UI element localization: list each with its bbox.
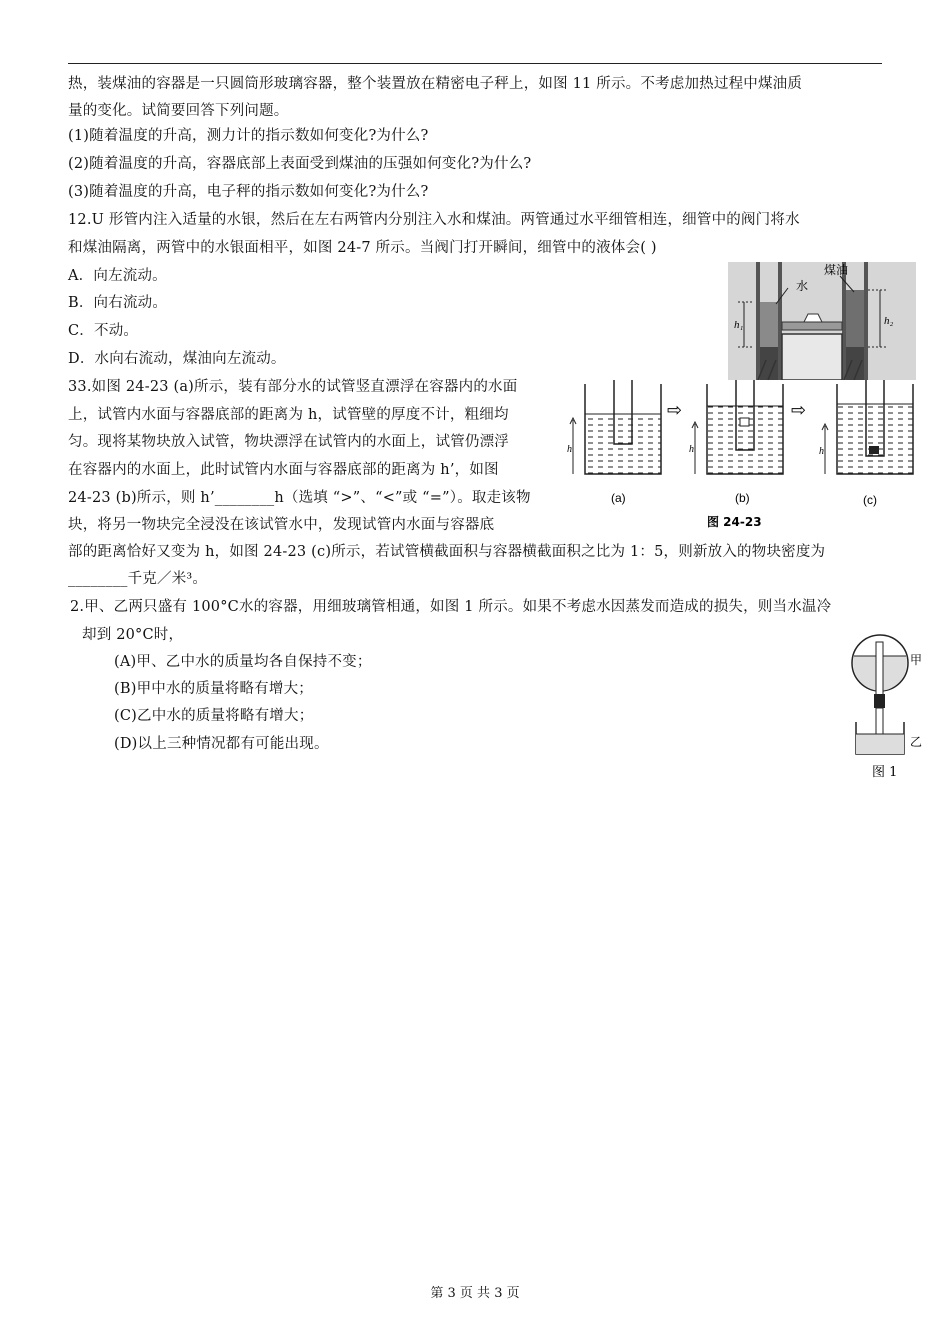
text-line: 和煤油隔离，两管中的水银面相平，如图 24-7 所示。当阀门打开瞬间，细管中的液体会( ): [68, 240, 657, 256]
label-b: (b): [735, 491, 750, 505]
figure-24-23: [567, 380, 915, 532]
text-line: (3)随着温度的升高，电子秤的指示数如何变化?为什么?: [68, 184, 429, 200]
option-c: C．不动。: [68, 323, 139, 339]
label-a: (a): [611, 491, 626, 505]
option-a: (A)甲、乙中水的质量均各自保持不变；: [114, 654, 372, 670]
label-kerosene: 煤油: [824, 263, 849, 277]
option-b: B．向右流动。: [68, 295, 168, 311]
text-line: 块，将另一物块完全浸没在该试管水中，发现试管内水面与容器底: [68, 517, 495, 533]
label-h: h: [689, 444, 694, 455]
text-line: 热，装煤油的容器是一只圆筒形玻璃容器，整个装置放在精密电子秤上，如图 11 所示。不考虑加热过程中煤油质: [68, 76, 803, 92]
label-h1: h₁: [734, 319, 744, 331]
panel-a: [567, 380, 661, 505]
label-h: h: [819, 446, 824, 457]
option-a: A．向左流动。: [68, 268, 167, 284]
figure-caption: 图 1: [872, 765, 898, 780]
option-c: (C)乙中水的质量将略有增大；: [114, 708, 314, 724]
question-12: 12.U 形管内注入适量的水银，然后在左右两管内分别注入水和煤油。两管通过水平细管相连，细管中的阀门将水: [68, 212, 800, 228]
figure-caption: 图 24-23: [707, 515, 762, 529]
option-d: (D)以上三种情况都有可能出现。: [114, 736, 329, 752]
label-h: h: [567, 444, 572, 455]
label-yi: 乙: [910, 735, 922, 749]
arrow-icon: ⇨: [791, 400, 807, 421]
panel-c: [819, 380, 913, 507]
text-line: 却到 20°C时，: [82, 627, 184, 643]
option-d: D．水向右流动，煤油向左流动。: [68, 351, 286, 367]
text-line: 在容器内的水面上，此时试管内水面与容器底部的距离为 h’，如图: [68, 462, 499, 478]
label-jia: 甲: [910, 653, 922, 667]
text-line: 24-23 (b)所示，则 h’________h（选填 “>”、“<”或 “=”）。取走该物: [68, 490, 531, 506]
label-c: (c): [863, 493, 877, 507]
text-line: 上，试管内水面与容器底部的距离为 h，试管壁的厚度不计，粗细均: [68, 407, 509, 423]
text-line: 量的变化。试简要回答下列问题。: [68, 103, 289, 119]
question-2: 2.甲、乙两只盛有 100°C水的容器，用细玻璃管相通，如图 1 所示。如果不考虑水因蒸发而造成的损失，则当水温冷: [70, 599, 832, 615]
utube-figure: [728, 262, 916, 380]
text-line: 部的距离恰好又变为 h，如图 24-23 (c)所示，若试管横截面积与容器横截面积之比为 1：5，则新放入的物块密度为: [68, 544, 826, 560]
header-rule: [68, 63, 882, 64]
text-line: (1)随着温度的升高，测力计的指示数如何变化?为什么?: [68, 128, 429, 144]
text-line: 匀。现将某物块放入试管，物块漂浮在试管内的水面上，试管仍漂浮: [68, 434, 509, 450]
panel-b: [689, 380, 783, 505]
label-water: 水: [796, 279, 809, 293]
text-line: (2)随着温度的升高，容器底部上表面受到煤油的压强如何变化?为什么?: [68, 156, 532, 172]
figure-1: [846, 630, 922, 782]
option-b: (B)甲中水的质量将略有增大；: [114, 681, 313, 697]
label-h2: h₂: [884, 315, 894, 327]
arrow-icon: ⇨: [667, 400, 683, 421]
question-33: 33.如图 24-23 (a)所示，装有部分水的试管竖直漂浮在容器内的水面: [68, 379, 518, 395]
page-footer: 第 3 页 共 3 页: [430, 1286, 520, 1301]
text-line: ________千克／米³。: [68, 571, 208, 587]
